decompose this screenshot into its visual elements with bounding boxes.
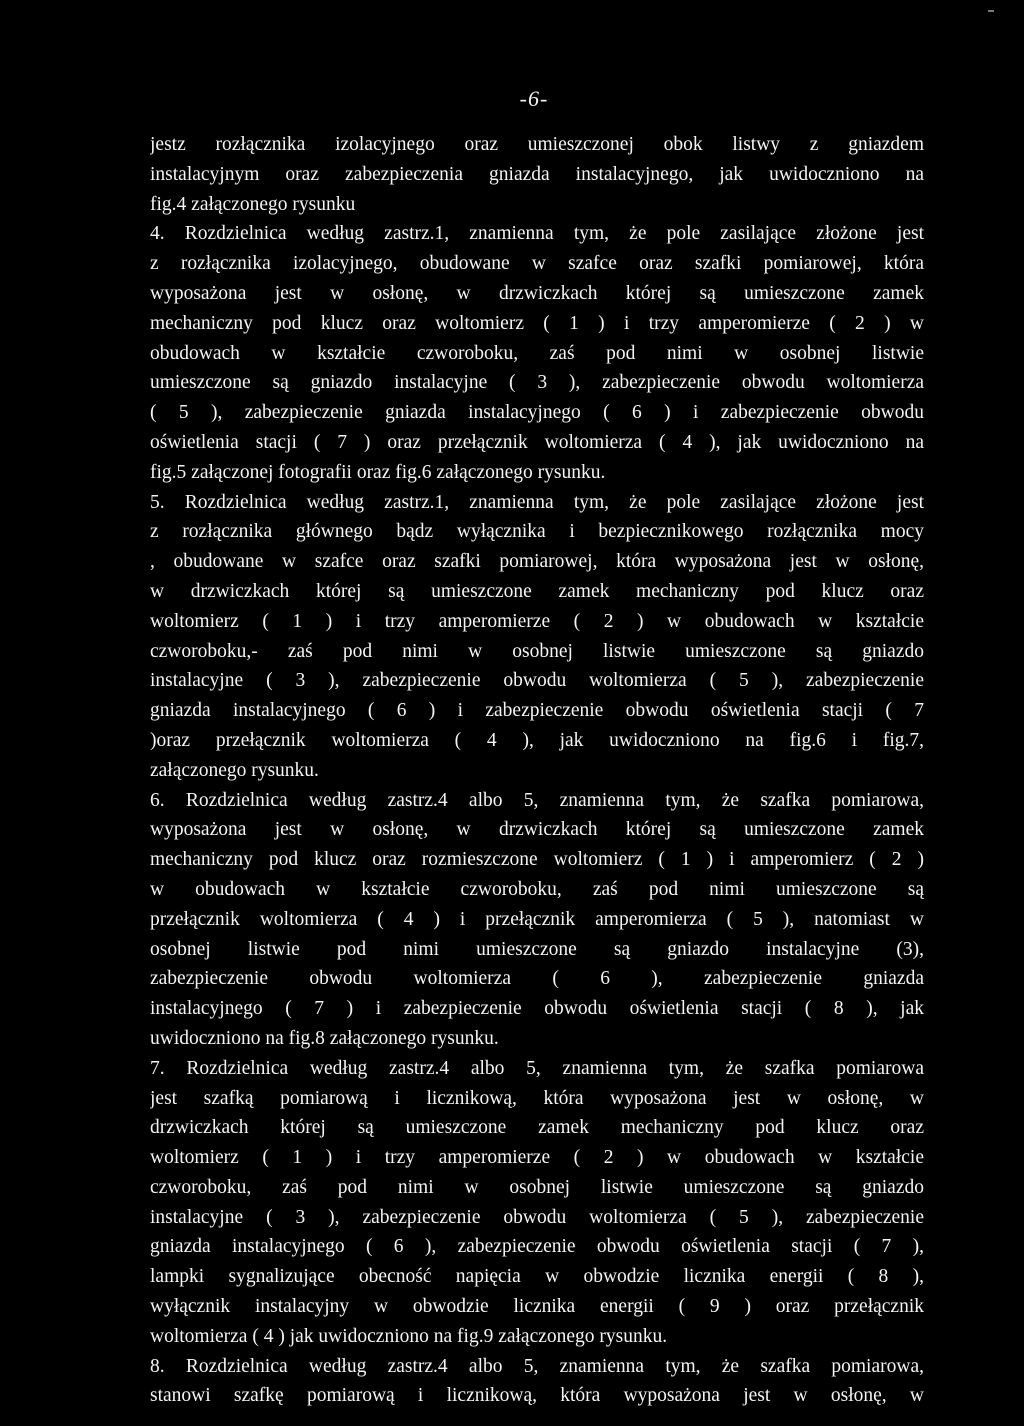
text-line: woltomierza ( 4 ) jak uwidoczniono na fig.9 załączonego rysunku. xyxy=(150,1325,668,1347)
text-line: wyłącznik instalacyjny w obwodzie licznika energii ( 9 ) oraz przełącznik xyxy=(150,1296,924,1318)
text-line: )oraz przełącznik woltomierza ( 4 ), jak uwidoczniono na fig.6 i fig.7, xyxy=(150,729,924,751)
text-line: uwidoczniono na fig.8 załączonego rysunku. xyxy=(150,1027,499,1049)
document-body xyxy=(150,130,924,1411)
text-line: gniazda instalacyjnego ( 6 ) i zabezpieczenie obwodu oświetlenia stacji ( 7 xyxy=(150,700,924,722)
text-line: 5. Rozdzielnica według zastrz.1, znamienna tym, że pole zasilające złożone jest xyxy=(150,491,924,513)
text-line: wyposażona jest w osłonę, w drzwiczkach której są umieszczone zamek xyxy=(150,282,924,304)
text-line: lampki sygnalizujące obecność napięcia w obwodzie licznika energii ( 8 ), xyxy=(150,1266,924,1288)
page-number: -6- xyxy=(519,86,549,111)
text-line: woltomierz ( 1 ) i trzy amperomierze ( 2 ) w obudowach w kształcie xyxy=(150,1147,924,1169)
text-line: 8. Rozdzielnica według zastrz.4 albo 5, znamienna tym, że szafka pomiarowa, xyxy=(150,1355,924,1377)
text-line: 6. Rozdzielnica według zastrz.4 albo 5, znamienna tym, że szafka pomiarowa, xyxy=(150,789,924,811)
text-line: oświetlenia stacji ( 7 ) oraz przełącznik woltomierza ( 4 ), jak uwidoczniono na xyxy=(150,431,924,453)
text-line: w drzwiczkach której są umieszczone zamek mechaniczny pod klucz oraz xyxy=(150,580,924,602)
text-line: 7. Rozdzielnica według zastrz.4 albo 5, znamienna tym, że szafka pomiarowa xyxy=(150,1057,924,1079)
text-line: drzwiczkach której są umieszczone zamek mechaniczny pod klucz oraz xyxy=(150,1117,924,1139)
text-line: z rozłącznika głównego bądz wyłącznika i bezpiecznikowego rozłącznika mocy xyxy=(150,521,924,543)
text-line: załączonego rysunku. xyxy=(150,759,319,781)
text-line: ( 5 ), zabezpieczenie gniazda instalacyjnego ( 6 ) i zabezpieczenie obwodu xyxy=(150,402,924,424)
text-line: instalacyjne ( 3 ), zabezpieczenie obwodu woltomierza ( 5 ), zabezpieczenie xyxy=(150,670,924,692)
text-line: mechaniczny pod klucz oraz woltomierz ( 1 ) i trzy amperomierze ( 2 ) w xyxy=(150,312,924,334)
text-line: przełącznik woltomierza ( 4 ) i przełącznik amperomierza ( 5 ), natomiast w xyxy=(150,908,924,930)
text-line: jestz rozłącznika izolacyjnego oraz umieszczonej obok listwy z gniazdem xyxy=(150,134,924,155)
text-line: osobnej listwie pod nimi umieszczone są gniazdo instalacyjne (3), xyxy=(150,938,924,960)
text-line: mechaniczny pod klucz oraz rozmieszczone woltomierz ( 1 ) i amperomierz ( 2 ) xyxy=(150,849,924,871)
text-line: instalacyjnego ( 7 ) i zabezpieczenie obwodu oświetlenia stacji ( 8 ), jak xyxy=(150,998,924,1020)
text-line: czworoboku,- zaś pod nimi w osobnej listwie umieszczone są gniazdo xyxy=(150,640,924,662)
text-line: instalacyjne ( 3 ), zabezpieczenie obwodu woltomierza ( 5 ), zabezpieczenie xyxy=(150,1206,924,1228)
text-line: wyposażona jest w osłonę, w drzwiczkach której są umieszczone zamek xyxy=(150,819,924,841)
text-line: czworoboku, zaś pod nimi w osobnej listwie umieszczone są gniazdo xyxy=(150,1176,924,1198)
text-line: jest szafką pomiarową i licznikową, która wyposażona jest w osłonę, w xyxy=(150,1087,924,1109)
text-line: gniazda instalacyjnego ( 6 ), zabezpieczenie obwodu oświetlenia stacji ( 7 ), xyxy=(150,1236,924,1258)
scan-artifact xyxy=(988,10,994,12)
text-line: z rozłącznika izolacyjnego, obudowane w szafce oraz szafki pomiarowej, która xyxy=(150,253,924,275)
text-line: woltomierz ( 1 ) i trzy amperomierze ( 2 ) w obudowach w kształcie xyxy=(150,610,924,632)
text-line: instalacyjnym oraz zabezpieczenia gniazda instalacyjnego, jak uwidoczniono na xyxy=(150,163,924,185)
text-line: obudowach w kształcie czworoboku, zaś pod nimi w osobnej listwie xyxy=(150,342,924,364)
text-line: 4. Rozdzielnica według zastrz.1, znamienna tym, że pole zasilające złożone jest xyxy=(150,223,924,245)
text-line: , obudowane w szafce oraz szafki pomiarowej, która wyposażona jest w osłonę, xyxy=(150,551,924,573)
text-line: stanowi szafkę pomiarową i licznikową, która wyposażona jest w osłonę, w xyxy=(150,1385,924,1407)
text-line: w obudowach w kształcie czworoboku, zaś pod nimi umieszczone są xyxy=(150,878,924,900)
text-line: zabezpieczenie obwodu woltomierza ( 6 ), zabezpieczenie gniazda xyxy=(150,968,924,990)
text-line: fig.5 załączonej fotografii oraz fig.6 załączonego rysunku. xyxy=(150,461,606,483)
text-line: umieszczone są gniazdo instalacyjne ( 3 ), zabezpieczenie obwodu woltomierza xyxy=(150,372,924,394)
text-line: fig.4 załączonego rysunku xyxy=(150,193,356,215)
